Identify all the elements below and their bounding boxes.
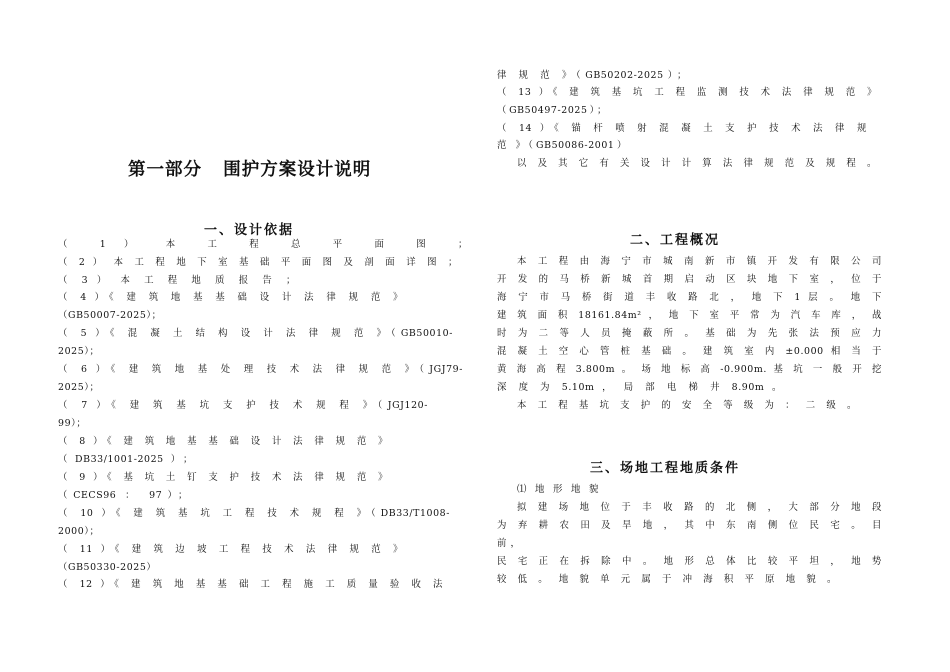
overview-line: 时 为 二 等 人 员 掩 蔽 所 。 基 础 为 先 张 法 预 应 力	[497, 328, 882, 339]
overview-line: 混 凝 土 空 心 管 桩 基 础 。 建 筑 室 内 ±0.000 相 当 于	[497, 346, 882, 357]
geology-line: 为 弃 耕 农 田 及 旱 地 ， 其 中 东 南 侧 位 民 宅 。 目	[497, 520, 882, 531]
geology-line: 拟 建 场 地 位 于 丰 收 路 的 北 侧 ， 大 部 分 地 段	[517, 502, 882, 513]
basis-line: 2025）；	[58, 382, 100, 393]
basis-line: （DB33/1001-2025）；	[58, 454, 193, 465]
basis-line: 2000）；	[58, 526, 100, 537]
basis-line: （ 12 ）《 建 筑 地 基 基 础 工 程 施 工 质 量 验 收 法	[58, 579, 443, 590]
basis-line: 2025）；	[58, 346, 100, 357]
basis-line: （ 3 ） 本 工 程 地 质 报 告 ；	[58, 275, 296, 286]
section-1-heading: 一、设计依据	[204, 223, 295, 238]
basis-line: （ 13 ）《 建 筑 基 坑 工 程 监 测 技 术 法 律 规 范 》	[497, 87, 877, 98]
basis-line: （ 5 ）《 混 凝 土 结 构 设 计 法 律 规 范 》（GB50010-	[58, 328, 453, 339]
overview-line: 黄 海 高 程 3.800m 。 场 地 标 高 -0.900m. 基 坑 一 般 开 挖	[497, 364, 882, 375]
overview-line: 开 发 的 马 桥 新 城 首 期 启 动 区 块 地 下 室 ， 位 于	[497, 274, 882, 285]
basis-line: （CECS96 ： 97）；	[58, 490, 188, 501]
overview-line: 本 工 程 由 海 宁 市 城 南 新 市 镇 开 发 有 限 公 司	[517, 256, 882, 267]
basis-line: （GB50007-2025）；	[58, 310, 162, 321]
basis-line: （ 1 ） 本 工 程 总 平 面 图 ；	[58, 239, 468, 250]
basis-line: （ 11 ）《 建 筑 边 坡 工 程 技 术 法 律 规 范 》	[58, 544, 403, 555]
basis-line: （ 14 ）《 锚 杆 喷 射 混 凝 土 支 护 技 术 法 律 规	[497, 123, 867, 134]
basis-line: （ 6 ）《 建 筑 地 基 处 理 技 术 法 律 规 范 》（JGJ79-	[58, 364, 463, 375]
basis-line: （ 7 ）《 建 筑 基 坑 支 护 技 术 规 程 》（JGJ120-	[58, 400, 428, 411]
section-3-heading: 三、场地工程地质条件	[590, 461, 741, 476]
overview-line: 本 工 程 基 坑 支 护 的 安 全 等 级 为 ： 二 级 。	[517, 400, 857, 411]
basis-line: 律 规 范 》（GB50202-2025）；	[497, 70, 687, 81]
basis-line: （ 2 ） 本 工 程 地 下 室 基 础 平 面 图 及 剖 面 详 图 ；	[58, 257, 458, 268]
basis-line: （ 8 ）《 建 筑 地 基 基 础 设 计 法 律 规 范 》	[58, 436, 388, 447]
section-2-heading: 二、工程概况	[630, 233, 721, 248]
basis-line: 以 及 其 它 有 关 设 计 计 算 法 律 规 范 及 规 程 。	[517, 158, 877, 169]
part-title: 第一部分 围护方案设计说明	[128, 160, 372, 180]
geology-line: 民 宅 正 在 拆 除 中 。 地 形 总 体 比 较 平 坦 ， 地 势	[497, 556, 882, 567]
basis-line: （ 4 ）《 建 筑 地 基 基 础 设 计 法 律 规 范 》	[58, 292, 403, 303]
basis-line: （ 10 ）《 建 筑 基 坑 工 程 技 术 规 程 》（DB33/T1008-	[58, 508, 450, 519]
basis-line: 99）；	[58, 418, 87, 429]
overview-line: 海 宁 市 马 桥 街 道 丰 收 路 北 ， 地 下 1 层 。 地 下	[497, 292, 882, 303]
basis-line: （GB50330-2025）	[58, 562, 157, 573]
overview-line: 深 度 为 5.10m ， 局 部 电 梯 井 8.90m 。	[497, 382, 782, 393]
geology-line: ⑴ 地 形 地 貌	[517, 484, 599, 495]
basis-line: （GB50497-2025）；	[497, 105, 607, 116]
basis-line: 范 》（GB50086-2001）	[497, 140, 627, 151]
overview-line: 建 筑 面 积 18161.84m² ， 地 下 室 平 常 为 汽 车 库 ， 战	[497, 310, 882, 321]
basis-line: （ 9 ）《 基 坑 土 钉 支 护 技 术 法 律 规 范 》	[58, 472, 388, 483]
geology-line: 较 低 。 地 貌 单 元 属 于 冲 海 积 平 原 地 貌 。	[497, 574, 837, 585]
geology-line: 前 ，	[497, 538, 521, 549]
